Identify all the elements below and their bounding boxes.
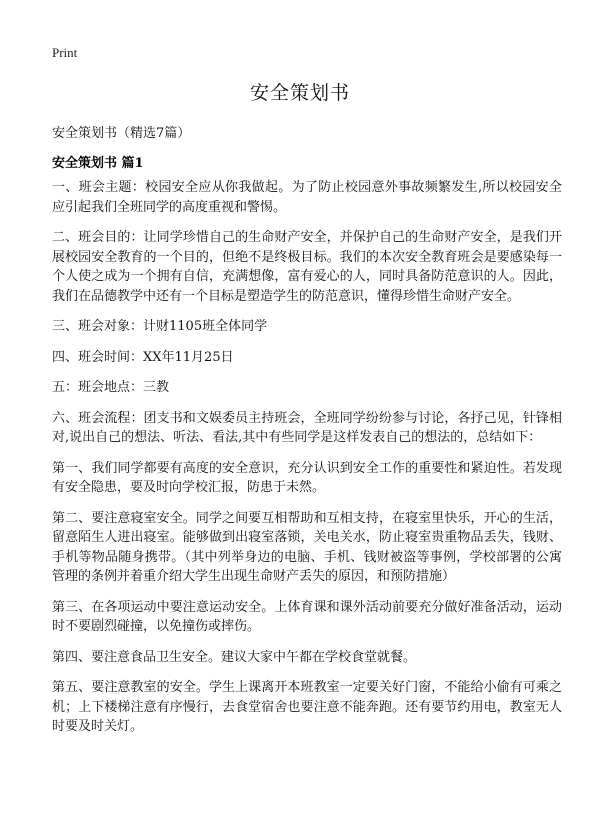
paragraph-audience: 三、班会对象：计财1105班全体同学 [52, 319, 268, 334]
document-body [52, 178, 562, 748]
paragraph-point-2: 第二、要注意寝室安全。同学之间要互相帮助和互相支持，在寝室里快乐，开心的生活，留意陌生人进出寝室。能够做到出寝室落锁，关电关水，防止寝室贵重物品丢失，钱财、手机等物品随身携带。（其中列举身边的电脑、手机、钱财被盗等事例，学校部署的公寓管理的条例并着重介绍大学生出现生命财产丢失的原因，和预防措施） [52, 510, 562, 584]
paragraph-point-3: 第三、在各项运动中要注意运动安全。上体育课和课外活动前要充分做好准备活动，运动时不要剧烈碰撞，以免撞伤或摔伤。 [52, 599, 562, 634]
section-heading: 安全策划书 篇1 [52, 156, 144, 171]
page-title: 安全策划书 [249, 82, 350, 104]
print-link[interactable]: Print [52, 45, 78, 60]
paragraph-purpose: 二、班会目的：让同学珍惜自己的生命财产安全，并保护自己的生命财产安全，是我们开展校园安全教育的一个目的，但绝不是终极目标。我们的本次安全教育班会是要感染每一个人使之成为一个拥有自信，充满想像，富有爱心的人，同时具备防范意识的人。因此，我们在品德教学中还有一个目标是塑造学生的防范意识，懂得珍惜生命财产安全。 [52, 230, 562, 304]
document-subtitle: 安全策划书（精选7篇） [52, 126, 191, 141]
paragraph-point-1: 第一、我们同学都要有高度的安全意识，充分认识到安全工作的重要性和紧迫性。若发现有安全隐患，要及时向学校汇报，防患于未然。 [52, 460, 562, 495]
paragraph-point-4: 第四、要注意食品卫生安全。建议大家中午都在学校食堂就餐。 [52, 649, 417, 665]
paragraph-time: 四、班会时间：XX年11月25日 [52, 349, 234, 365]
paragraph-location: 五：班会地点：三教 [52, 380, 170, 395]
paragraph-theme: 一、班会主题：校园安全应从你我做起。为了防止校园意外事故频繁发生,所以校园安全应引起我们全班同学的高度重视和警惕。 [52, 180, 562, 215]
paragraph-point-5: 第五、要注意教室的安全。学生上课离开本班教室一定要关好门窗，不能给小偷有可乘之机；上下楼梯注意有序慢行，去食堂宿舍也要注意不能奔跑。还有要节约用电，教室无人时要及时关灯。 [52, 680, 562, 734]
paragraph-process: 六、班会流程：团支书和文娱委员主持班会，全班同学纷纷参与讨论，各抒己见，针锋相对,说出自己的想法、听法、看法,其中有些同学是这样发表自己的想法的，总结如下： [52, 410, 562, 445]
